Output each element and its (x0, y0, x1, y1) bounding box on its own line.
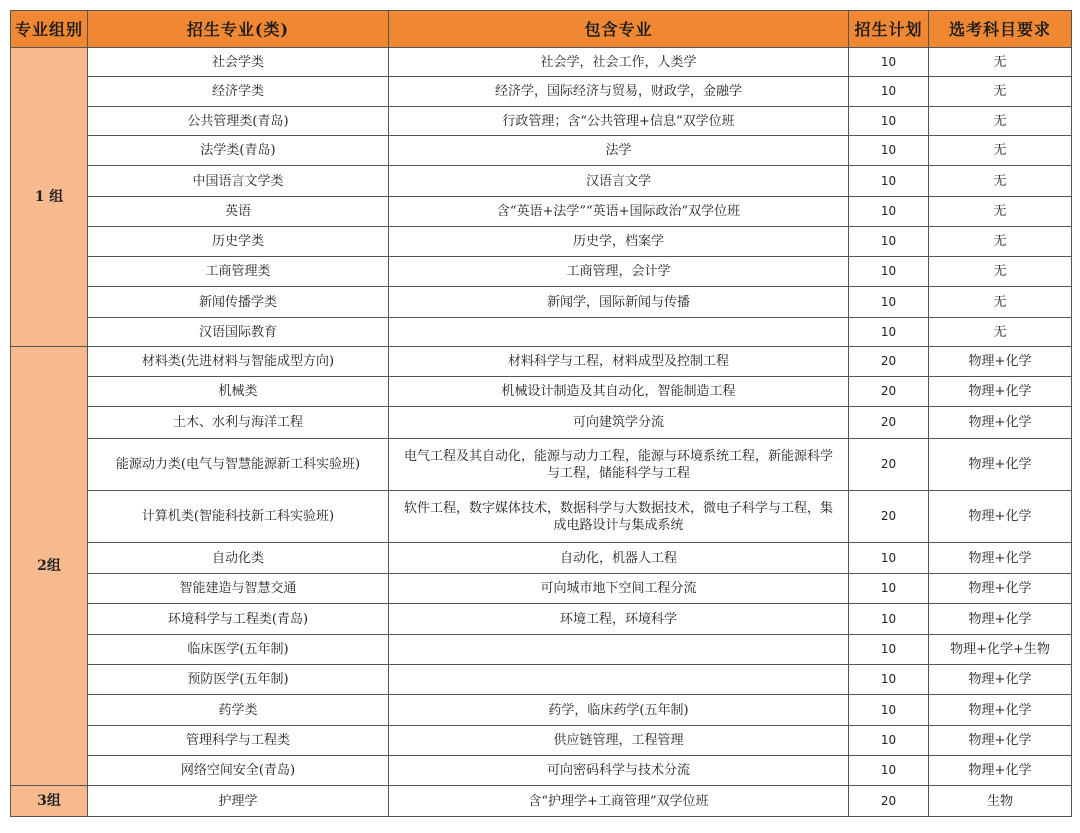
requirement-cell: 无 (929, 77, 1072, 107)
table-row (11, 407, 1072, 439)
table-row (11, 756, 1072, 786)
requirement-cell: 无 (929, 318, 1072, 347)
table-row (11, 377, 1072, 407)
included-majors-cell: 社会学，社会工作，人类学 (389, 48, 849, 77)
requirement-cell: 生物 (929, 786, 1072, 817)
table-row (11, 227, 1072, 257)
table-row (11, 257, 1072, 287)
plan-cell: 20 (849, 377, 929, 407)
major-cell: 临床医学(五年制) (88, 635, 389, 665)
requirement-cell: 无 (929, 227, 1072, 257)
group-label: 3组 (11, 786, 88, 817)
table-row (11, 107, 1072, 136)
included-majors-cell: 药学，临床药学(五年制) (389, 695, 849, 726)
header-requirement: 选考科目要求 (929, 11, 1072, 48)
major-cell: 网络空间安全(青岛) (88, 756, 389, 786)
requirement-cell: 物理+化学 (929, 604, 1072, 635)
plan-cell: 10 (849, 107, 929, 136)
included-majors-cell: 电气工程及其自动化，能源与动力工程，能源与环境系统工程，新能源科学与工程，储能科学与工程 (389, 439, 849, 491)
table-row (11, 491, 1072, 543)
major-cell: 经济学类 (88, 77, 389, 107)
included-majors-cell (389, 635, 849, 665)
included-majors-cell: 可向城市地下空间工程分流 (389, 574, 849, 604)
major-cell: 法学类(青岛) (88, 136, 389, 166)
requirement-cell: 物理+化学 (929, 377, 1072, 407)
plan-cell: 10 (849, 166, 929, 197)
table-body (11, 48, 1072, 817)
major-cell: 自动化类 (88, 543, 389, 574)
requirement-cell: 无 (929, 197, 1072, 227)
plan-cell: 20 (849, 407, 929, 439)
table-row (11, 439, 1072, 491)
table-header (11, 11, 1072, 48)
group-label: 1 组 (11, 48, 88, 347)
included-majors-cell: 行政管理；含“公共管理+信息”双学位班 (389, 107, 849, 136)
included-majors-cell: 法学 (389, 136, 849, 166)
table-row (11, 695, 1072, 726)
plan-cell: 10 (849, 318, 929, 347)
major-cell: 中国语言文学类 (88, 166, 389, 197)
requirement-cell: 物理+化学 (929, 574, 1072, 604)
major-cell: 工商管理类 (88, 257, 389, 287)
included-majors-cell: 自动化，机器人工程 (389, 543, 849, 574)
major-cell: 管理科学与工程类 (88, 726, 389, 756)
major-cell: 汉语国际教育 (88, 318, 389, 347)
major-cell: 英语 (88, 197, 389, 227)
plan-cell: 10 (849, 257, 929, 287)
requirement-cell: 物理+化学 (929, 665, 1072, 695)
requirement-cell: 物理+化学 (929, 756, 1072, 786)
table-row (11, 543, 1072, 574)
plan-cell: 10 (849, 77, 929, 107)
included-majors-cell: 历史学，档案学 (389, 227, 849, 257)
table-row (11, 635, 1072, 665)
plan-cell: 20 (849, 347, 929, 377)
plan-cell: 10 (849, 543, 929, 574)
major-cell: 历史学类 (88, 227, 389, 257)
group-label: 2组 (11, 347, 88, 786)
included-majors-cell: 汉语言文学 (389, 166, 849, 197)
plan-cell: 10 (849, 665, 929, 695)
header-included: 包含专业 (389, 11, 849, 48)
table-row (11, 77, 1072, 107)
requirement-cell: 物理+化学+生物 (929, 635, 1072, 665)
requirement-cell: 物理+化学 (929, 491, 1072, 543)
plan-cell: 10 (849, 227, 929, 257)
requirement-cell: 物理+化学 (929, 439, 1072, 491)
major-cell: 智能建造与智慧交通 (88, 574, 389, 604)
table-row (11, 197, 1072, 227)
requirement-cell: 无 (929, 257, 1072, 287)
plan-cell: 10 (849, 197, 929, 227)
plan-cell: 10 (849, 726, 929, 756)
header-row (11, 11, 1072, 48)
plan-cell: 10 (849, 574, 929, 604)
included-majors-cell: 可向建筑学分流 (389, 407, 849, 439)
major-cell: 计算机类(智能科技新工科实验班) (88, 491, 389, 543)
plan-cell: 10 (849, 287, 929, 318)
header-plan: 招生计划 (849, 11, 929, 48)
enrollment-table (10, 10, 1072, 817)
included-majors-cell: 经济学，国际经济与贸易，财政学，金融学 (389, 77, 849, 107)
major-cell: 预防医学(五年制) (88, 665, 389, 695)
requirement-cell: 无 (929, 287, 1072, 318)
table-row (11, 604, 1072, 635)
plan-cell: 20 (849, 786, 929, 817)
requirement-cell: 物理+化学 (929, 347, 1072, 377)
table-row (11, 287, 1072, 318)
major-cell: 药学类 (88, 695, 389, 726)
plan-cell: 10 (849, 635, 929, 665)
major-cell: 护理学 (88, 786, 389, 817)
table-row (11, 665, 1072, 695)
table-row (11, 318, 1072, 347)
requirement-cell: 无 (929, 107, 1072, 136)
included-majors-cell: 供应链管理，工程管理 (389, 726, 849, 756)
included-majors-cell (389, 665, 849, 695)
included-majors-cell (389, 318, 849, 347)
major-cell: 公共管理类(青岛) (88, 107, 389, 136)
table-row (11, 136, 1072, 166)
requirement-cell: 无 (929, 166, 1072, 197)
requirement-cell: 物理+化学 (929, 695, 1072, 726)
requirement-cell: 物理+化学 (929, 543, 1072, 574)
requirement-cell: 物理+化学 (929, 407, 1072, 439)
plan-cell: 10 (849, 756, 929, 786)
plan-cell: 10 (849, 604, 929, 635)
major-cell: 土木、水利与海洋工程 (88, 407, 389, 439)
included-majors-cell: 含“英语+法学”“英语+国际政治”双学位班 (389, 197, 849, 227)
included-majors-cell: 工商管理，会计学 (389, 257, 849, 287)
requirement-cell: 无 (929, 48, 1072, 77)
major-cell: 环境科学与工程类(青岛) (88, 604, 389, 635)
major-cell: 社会学类 (88, 48, 389, 77)
included-majors-cell: 含“护理学+工商管理”双学位班 (389, 786, 849, 817)
included-majors-cell: 可向密码科学与技术分流 (389, 756, 849, 786)
requirement-cell: 物理+化学 (929, 726, 1072, 756)
included-majors-cell: 机械设计制造及其自动化，智能制造工程 (389, 377, 849, 407)
table-row (11, 166, 1072, 197)
major-cell: 新闻传播学类 (88, 287, 389, 318)
plan-cell: 20 (849, 439, 929, 491)
table-row (11, 347, 1072, 377)
requirement-cell: 无 (929, 136, 1072, 166)
table-row (11, 574, 1072, 604)
plan-cell: 10 (849, 136, 929, 166)
table-row (11, 786, 1072, 817)
table-row (11, 48, 1072, 77)
included-majors-cell: 环境工程，环境科学 (389, 604, 849, 635)
plan-cell: 10 (849, 695, 929, 726)
plan-cell: 20 (849, 491, 929, 543)
major-cell: 材料类(先进材料与智能成型方向) (88, 347, 389, 377)
major-cell: 能源动力类(电气与智慧能源新工科实验班) (88, 439, 389, 491)
header-group: 专业组别 (11, 11, 88, 48)
included-majors-cell: 新闻学，国际新闻与传播 (389, 287, 849, 318)
plan-cell: 10 (849, 48, 929, 77)
included-majors-cell: 软件工程，数字媒体技术，数据科学与大数据技术，微电子科学与工程，集成电路设计与集成系统 (389, 491, 849, 543)
header-major: 招生专业(类) (88, 11, 389, 48)
table-row (11, 726, 1072, 756)
included-majors-cell: 材料科学与工程，材料成型及控制工程 (389, 347, 849, 377)
major-cell: 机械类 (88, 377, 389, 407)
